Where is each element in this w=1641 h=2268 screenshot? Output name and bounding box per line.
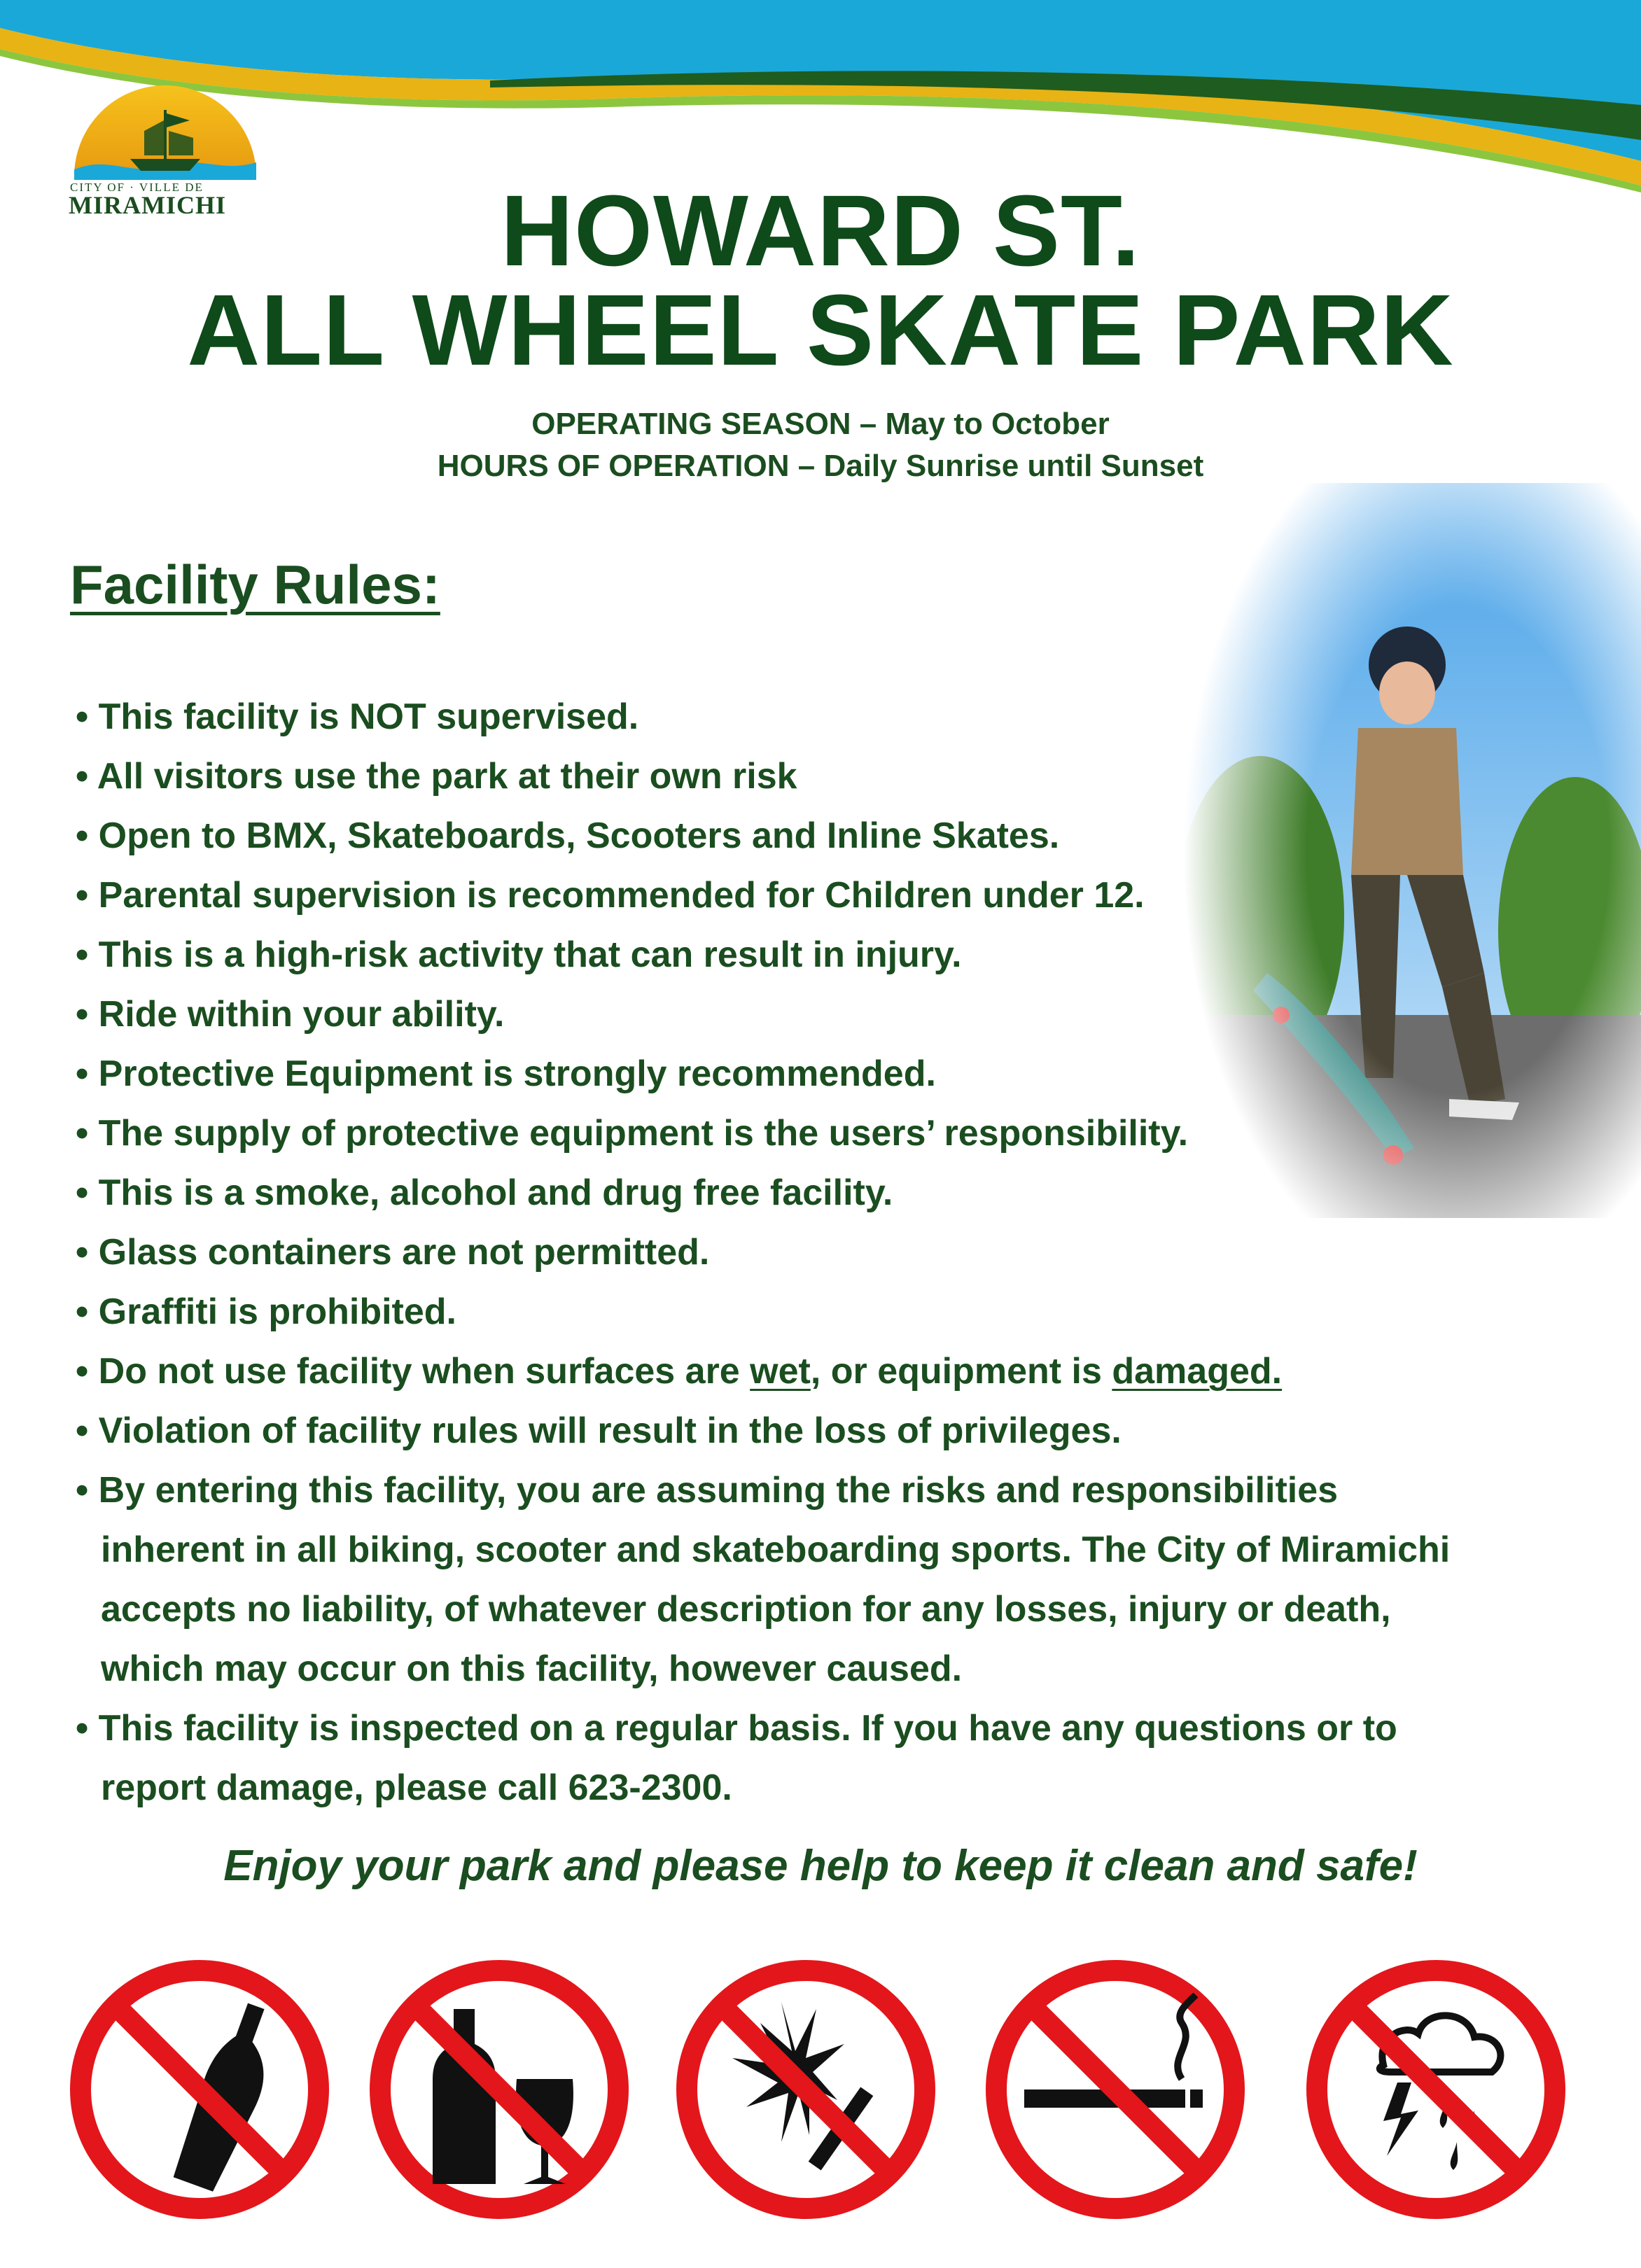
no-smoking-icon [986,1960,1245,2219]
rule-item: • This is a smoke, alcohol and drug free facility. [76,1172,893,1213]
underlined-word-wet: wet [750,1351,811,1392]
rule-line: inherent in all biking, scooter and skateboarding sports. The City of Miramichi [101,1530,1451,1570]
rule-line: accepts no liability, of whatever description for any losses, injury or death, [101,1589,1391,1630]
rules-list [76,687,1574,1818]
page-title-line-1: HOWARD ST. [500,174,1140,287]
rule-line: • This facility is inspected on a regular basis. If you have any questions or to [76,1708,1397,1749]
no-wet-weather-icon [1306,1960,1565,2219]
rule-item: • The supply of protective equipment is the users’ responsibility. [76,1113,1189,1154]
rule-text: • Do not use facility when surfaces are [76,1351,750,1392]
rule-item-wet-surfaces [76,1342,1574,1401]
rule-text: , or equipment is [810,1351,1112,1392]
logo-city-name: MIRAMICHI [69,191,226,219]
rule-item: • Open to BMX, Skateboards, Scooters and Inline Skates. [76,816,1060,856]
rules-heading: Facility Rules: [70,554,440,615]
rule-line: • By entering this facility, you are assuming the risks and responsibilities [76,1470,1339,1511]
rule-item: • Parental supervision is recommended for Children under 12. [76,875,1145,916]
rule-item: • All visitors use the park at their own risk [76,756,797,797]
closing-message: Enjoy your park and please help to keep it clean and safe! [223,1842,1418,1890]
rule-item: • This is a high-risk activity that can result in injury. [76,934,962,975]
rule-item-liability [76,1461,1574,1699]
rule-item: • Protective Equipment is strongly recommended. [76,1054,936,1094]
rule-item: • Violation of facility rules will result in the loss of privileges. [76,1410,1122,1451]
hours-of-operation: HOURS OF OPERATION – Daily Sunrise until Sunset [437,449,1204,483]
operating-season: OPERATING SEASON – May to October [531,407,1110,441]
rule-line: report damage, please call 623-2300. [101,1768,732,1808]
underlined-word-damaged: damaged. [1112,1351,1283,1392]
page-title-line-2: ALL WHEEL SKATE PARK [187,274,1454,386]
no-alcohol-icon [70,1960,329,2219]
prohibition-icons [0,1960,1641,2226]
rule-item: • Ride within your ability. [76,994,505,1035]
rule-item: • Glass containers are not permitted. [76,1232,710,1273]
rule-item-inspection [76,1699,1574,1818]
logo-small-text: CITY OF · VILLE DE [70,181,204,194]
rule-item: • Graffiti is prohibited. [76,1292,456,1332]
no-drugs-icon [676,1960,935,2219]
rule-item: • This facility is NOT supervised. [76,696,639,737]
rule-line: which may occur on this facility, however caused. [101,1648,963,1689]
no-glass-icon [370,1960,629,2219]
